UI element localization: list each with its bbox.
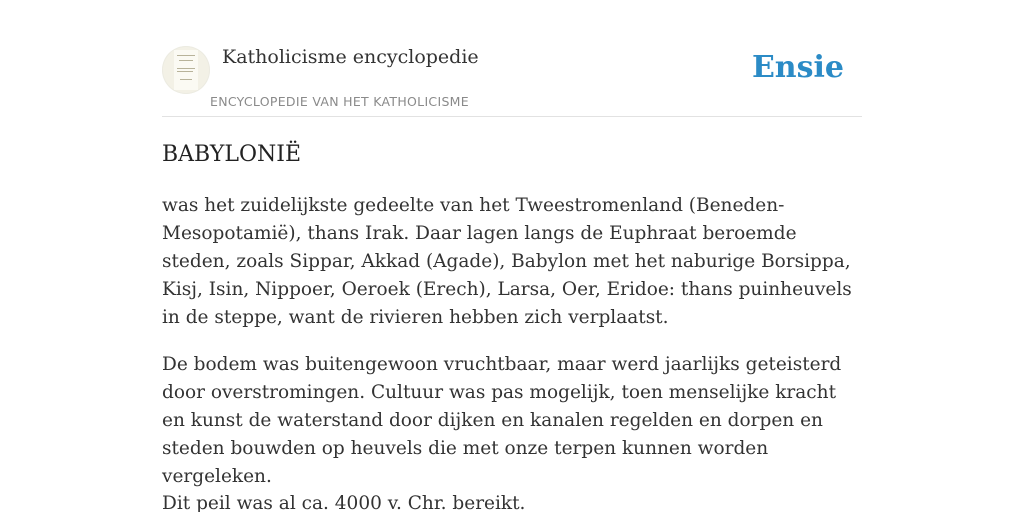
site-subtitle: ENCYCLOPEDIE VAN HET KATHOLICISME	[210, 94, 469, 109]
cover-page-image	[174, 50, 198, 90]
site-title[interactable]: Katholicisme encyclopedie	[222, 46, 479, 68]
brand-logo-link[interactable]: Ensie	[751, 50, 844, 85]
page-container	[162, 0, 862, 512]
encyclopedia-cover-thumbnail[interactable]	[162, 46, 210, 94]
article-paragraph: was het zuidelijkste gedeelte van het Tweestromenland (Beneden-Mesopotamië), thans Irak. Daar lagen langs de Euphraat beroemde steden, zoals Sippar, Akkad (Agade), Babylon met het naburige Borsippa, Kisj, Isin, Nippoer, Oeroek (Erech), Larsa, Oer, Eridoe: thans puinheuvels in de steppe, want de rivieren hebben zich verplaatst.	[162, 195, 852, 328]
site-header	[162, 0, 862, 117]
article-paragraph: Dit peil was al ca. 4000 v. Chr. bereikt.	[162, 493, 526, 512]
article-paragraph: De bodem was buitengewoon vruchtbaar, maar werd jaarlijks geteisterd door overstromingen. Cultuur was pas mogelijk, toen menselijke kracht en kunst de waterstand door dijken en kanalen regelden en dorpen en steden bouwden op heuvels die met onze terpen kunnen worden vergeleken.	[162, 354, 842, 487]
article-title: BABYLONIË	[162, 142, 302, 167]
